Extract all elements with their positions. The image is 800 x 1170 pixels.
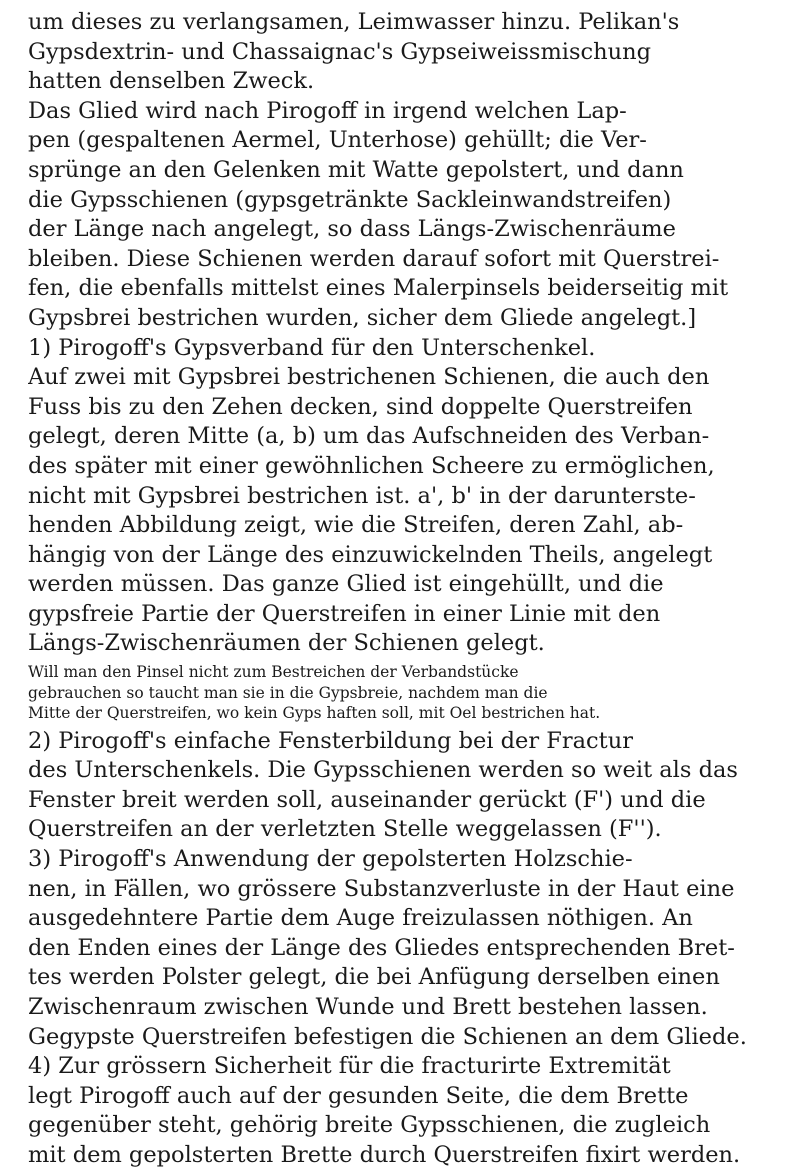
text-line: Das Glied wird nach Pirogoff in irgend welchen Lap- [28,97,627,124]
footnote-line: Will man den Pinsel nicht zum Bestreichen der Verbandstücke [28,663,519,682]
text-line: die Gypsschienen (gypsgetränkte Sackleinwandstreifen) [28,186,672,213]
text-line: des später mit einer gewöhnlichen Scheere zu ermöglichen, [28,452,715,479]
text-line: Zwischenraum zwischen Wunde und Brett bestehen lassen. [28,993,708,1020]
text-line: 3) Pirogoff's Anwendung der gepolsterten Holzschie- [28,845,633,872]
text-line: Fuss bis zu den Zehen decken, sind doppelte Querstreifen [28,393,693,420]
text-line: 2) Pirogoff's einfache Fensterbildung bei der Fractur [28,727,633,754]
text-line: der Länge nach angelegt, so dass Längs-Zwischenräume [28,216,676,243]
text-line: 1) Pirogoff's Gypsverband für den Unterschenkel. [28,334,596,361]
text-line: nicht mit Gypsbrei bestrichen ist. a', b' in der darunterste- [28,482,696,509]
text-line: bleiben. Diese Schienen werden darauf sofort mit Querstrei- [28,245,720,272]
text-line: Gypsdextrin- und Chassaignac's Gypseiweissmischung [28,38,652,65]
text-line: fen, die ebenfalls mittelst eines Malerpinsels beiderseitig mit [28,275,729,302]
text-line: werden müssen. Das ganze Glied ist eingehüllt, und die [28,571,664,598]
text-line: den Enden eines der Länge des Gliedes entsprechenden Bret- [28,934,735,961]
text-line: ausgedehntere Partie dem Auge freizulassen nöthigen. An [28,905,693,932]
text-line: sprünge an den Gelenken mit Watte gepolstert, und dann [28,156,684,183]
text-line: Fenster breit werden soll, auseinander gerückt (F') und die [28,786,706,813]
text-line: pen (gespaltenen Aermel, Unterhose) gehüllt; die Ver- [28,127,647,154]
text-line: Auf zwei mit Gypsbrei bestrichenen Schienen, die auch den [28,364,710,391]
text-line: Gypsbrei bestrichen wurden, sicher dem Gliede angelegt.] [28,304,697,331]
page-text [28,8,778,1170]
text-line: tes werden Polster gelegt, die bei Anfügung derselben einen [28,964,720,991]
text-line: gypsfreie Partie der Querstreifen in einer Linie mit den [28,600,661,627]
footnote-line: Mitte der Querstreifen, wo kein Gyps haften soll, mit Oel bestrichen hat. [28,704,601,723]
text-line: um dieses zu verlangsamen, Leimwasser hinzu. Pelikan's [28,9,680,35]
text-line: hängig von der Länge des einzuwickelnden Theils, angelegt [28,541,713,568]
text-line: Querstreifen an der verletzten Stelle weggelassen (F''). [28,816,662,843]
text-line: legt Pirogoff auch auf der gesunden Seite, die dem Brette [28,1082,689,1109]
text-line: gegenüber steht, gehörig breite Gypsschienen, die zugleich [28,1112,711,1139]
text-line: Längs-Zwischenräumen der Schienen gelegt. [28,630,545,657]
text-line: 4) Zur grössern Sicherheit für die fracturirte Extremität [28,1053,671,1080]
text-line: henden Abbildung zeigt, wie die Streifen, deren Zahl, ab- [28,512,684,539]
text-line: des Unterschenkels. Die Gypsschienen werden so weit als das [28,757,738,784]
text-line: gelegt, deren Mitte (a, b) um das Aufschneiden des Verban- [28,423,710,450]
text-line: mit dem gepolsterten Brette durch Querstreifen fixirt werden. [28,1141,741,1168]
text-line: hatten denselben Zweck. [28,68,315,95]
footnote-line: gebrauchen so taucht man sie in die Gypsbreie, nachdem man die [28,683,548,702]
text-line: Gegypste Querstreifen befestigen die Schienen an dem Gliede. [28,1023,747,1050]
text-line: nen, in Fällen, wo grössere Substanzverluste in der Haut eine [28,875,735,902]
